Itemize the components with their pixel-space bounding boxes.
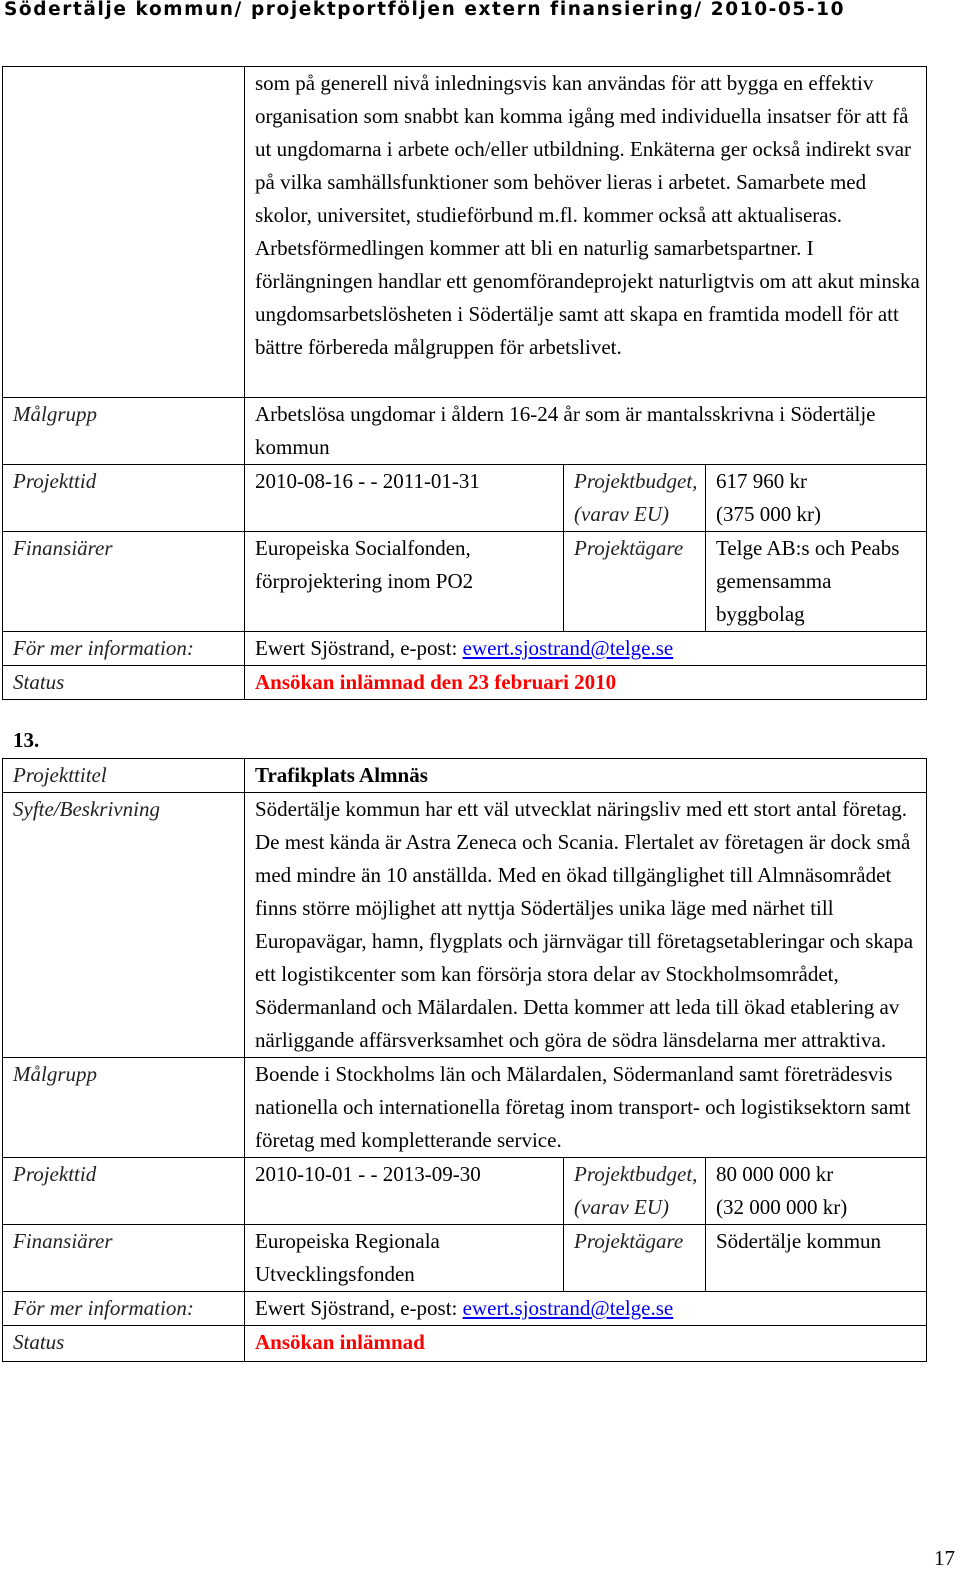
period-label: Projekttid — [3, 1158, 245, 1225]
status-value — [245, 1326, 927, 1362]
owner-label: Projektägare — [564, 532, 706, 632]
description-row — [3, 793, 927, 1058]
target-row — [3, 1058, 927, 1158]
budget-value — [706, 465, 927, 532]
budget-label — [564, 1158, 706, 1225]
budget-label-line-2: (varav EU) — [574, 1195, 670, 1219]
description-value: som på generell nivå inledningsvis kan användas för att bygga en effektiv organisation som snabbt kan komma igång med individuella insatser för att få ut ungdomarna i arbete och/eller utbildning. Enkäterna ger också indirekt svar på vilka samhällsfunktioner som behöver lieras i arbetet. Samarbete med skolor, universitet, studieförbund m.fl. kommer också att aktualiseras. Arbetsförmedlingen kommer att bli en naturlig samarbetspartner. I förlängningen handlar ett genomförandeprojekt naturligtvis om att akut minska ungdomsarbetslösheten i Södertälje samt att skapa en framtida modell för att bättre förbereda målgruppen för arbetslivet. — [245, 67, 927, 398]
budget-label-line-1: Projektbudget, — [574, 1162, 698, 1186]
status-text: Ansökan inlämnad den 23 februari 2010 — [255, 670, 617, 694]
page-number: 17 — [934, 1546, 955, 1570]
info-text: Ewert Sjöstrand, e-post: — [255, 636, 463, 660]
period-value: 2010-08-16 - - 2011-01-31 — [245, 465, 564, 532]
title-row — [3, 759, 927, 793]
funders-label: Finansiärer — [3, 532, 245, 632]
description-label-cell — [3, 67, 245, 398]
target-row — [3, 398, 927, 465]
info-row — [3, 1292, 927, 1326]
project-title: Trafikplats Almnäs — [255, 763, 428, 787]
title-value — [245, 759, 927, 793]
budget-value-line-2: (375 000 kr) — [716, 502, 821, 526]
funders-value: Europeiska Socialfonden, förprojektering inom PO2 — [245, 532, 564, 632]
target-value: Boende i Stockholms län och Mälardalen, Södermanland samt företrädesvis nationella och internationella företag inom transport- och logistiksektorn samt företag med kompletterande service. — [245, 1058, 927, 1158]
section-number: 13. — [13, 728, 40, 752]
description-value: Södertälje kommun har ett väl utvecklat näringsliv med ett stort antal företag. De mest kända är Astra Zeneca och Scania. Flertalet av företagen är dock små med mindre än 10 anställda. Med en ökad tillgänglighet till Almnäsområdet finns större möjlighet att nyttja Södertäljes unika läge med närhet till Europavägar, hamn, flygplats och järnvägar till företagsetableringar och skapa ett logistikcenter som kan försörja stora delar av Stockholmsområdet, Södermanland och Mälardalen. Detta kommer att leda till ökad etablering av närliggande affärsverksamhet och göra de södra länsdelarna mer attraktiva. — [245, 793, 927, 1058]
status-row — [3, 666, 927, 700]
target-label: Målgrupp — [3, 398, 245, 465]
target-value: Arbetslösa ungdomar i åldern 16-24 år som är mantalsskrivna i Södertälje kommun — [245, 398, 927, 465]
budget-value-line-1: 617 960 kr — [716, 469, 807, 493]
running-header: Södertälje kommun/ projektportföljen extern finansiering/ 2010-05-10 — [4, 0, 846, 20]
title-label: Projekttitel — [3, 759, 245, 793]
info-text: Ewert Sjöstrand, e-post: — [255, 1296, 463, 1320]
status-row — [3, 1326, 927, 1362]
project-12-table — [2, 66, 927, 700]
info-row — [3, 632, 927, 666]
status-value — [245, 666, 927, 700]
status-label: Status — [3, 666, 245, 700]
description-label: Syfte/Beskrivning — [3, 793, 245, 1058]
project-13-table — [2, 758, 927, 1362]
owner-label: Projektägare — [564, 1225, 706, 1292]
email-link[interactable]: ewert.sjostrand@telge.se — [462, 636, 674, 660]
period-row — [3, 1158, 927, 1225]
info-label: För mer information: — [3, 632, 245, 666]
owner-value: Södertälje kommun — [706, 1225, 927, 1292]
period-label: Projekttid — [3, 465, 245, 532]
funders-row — [3, 532, 927, 632]
info-value — [245, 632, 927, 666]
status-text: Ansökan inlämnad — [255, 1330, 425, 1354]
period-value: 2010-10-01 - - 2013-09-30 — [245, 1158, 564, 1225]
funders-value: Europeiska Regionala Utvecklingsfonden — [245, 1225, 564, 1292]
info-label: För mer information: — [3, 1292, 245, 1326]
email-link[interactable]: ewert.sjostrand@telge.se — [462, 1296, 674, 1320]
budget-value — [706, 1158, 927, 1225]
status-label: Status — [3, 1326, 245, 1362]
period-row — [3, 465, 927, 532]
budget-label-line-1: Projektbudget, — [574, 469, 698, 493]
budget-label — [564, 465, 706, 532]
funders-label: Finansiärer — [3, 1225, 245, 1292]
target-label: Målgrupp — [3, 1058, 245, 1158]
budget-value-line-2: (32 000 000 kr) — [716, 1195, 848, 1219]
description-row — [3, 67, 927, 398]
funders-row — [3, 1225, 927, 1292]
owner-value: Telge AB:s och Peabs gemensamma byggbolag — [706, 532, 927, 632]
info-value — [245, 1292, 927, 1326]
budget-label-line-2: (varav EU) — [574, 502, 670, 526]
budget-value-line-1: 80 000 000 kr — [716, 1162, 834, 1186]
